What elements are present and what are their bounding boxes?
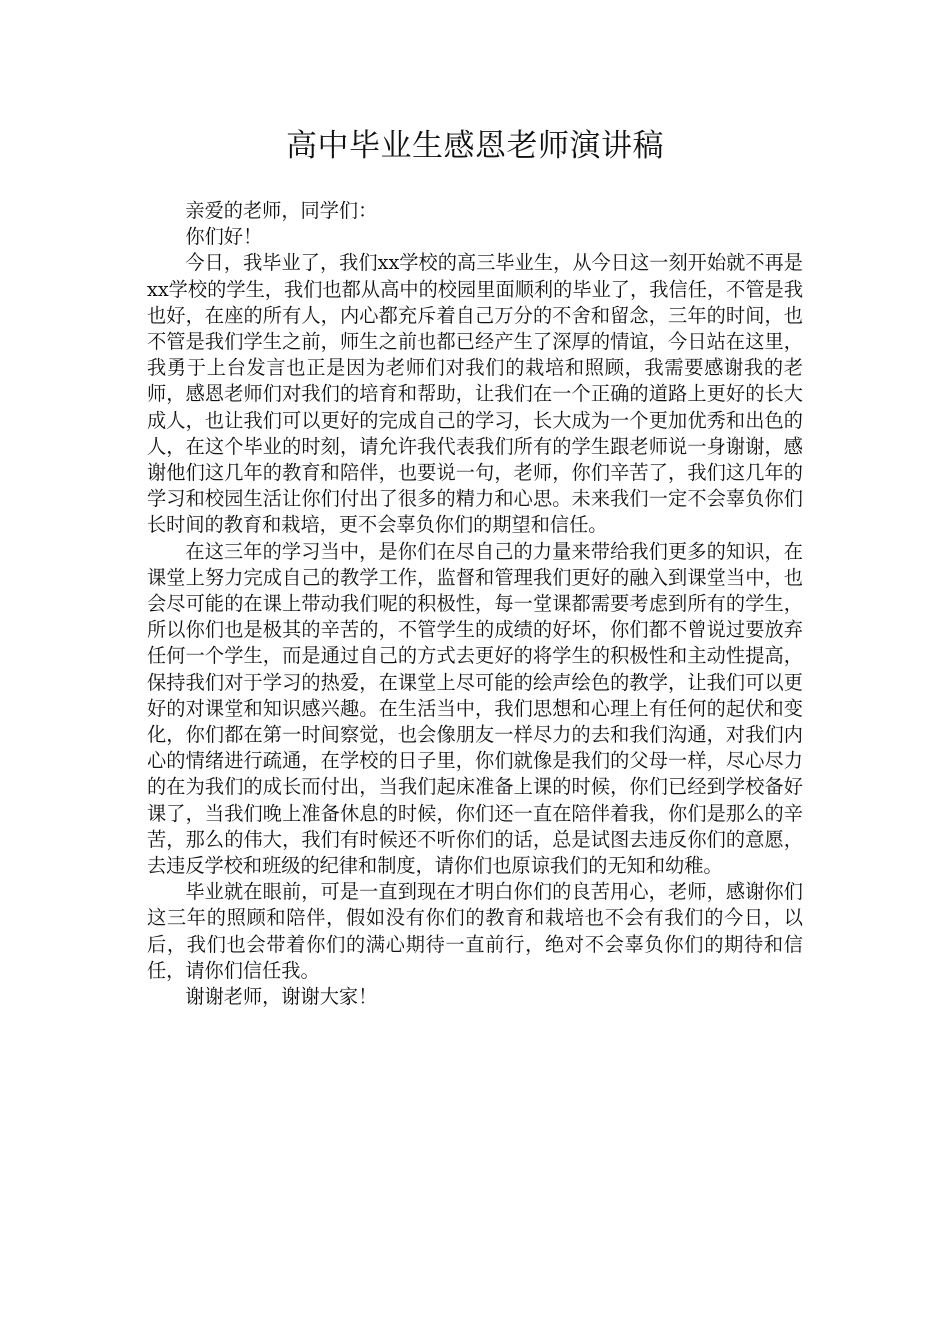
paragraph-1: 今日，我毕业了，我们xx学校的高三毕业生，从今日这一刻开始就不再是xx学校的学生，我们也都从高中的校园里面顺利的毕业了，我信任，不管是我也好，在座的所有人，内心都充斥着自己万分的不舍和留念，三年的时间，也不管是我们学生之前，师生之前也都已经产生了深厚的情谊，今日站在这里，我勇于上台发言也正是因为老师们对我们的栽培和照顾，我需要感谢我的老师，感恩老师们对我们的培育和帮助，让我们在一个正确的道路上更好的长大成人，也让我们可以更好的完成自己的学习，长大成为一个更加优秀和出色的人，在这个毕业的时刻，请允许我代表我们所有的学生跟老师说一身谢谢，感谢他们这几年的教育和陪伴，也要说一句，老师，你们辛苦了，我们这几年的学习和校园生活让你们付出了很多的精力和心思。未来我们一定不会辜负你们长时间的教育和栽培，更不会辜负你们的期望和信任。 xyxy=(147,251,803,537)
closing: 谢谢老师，谢谢大家！ xyxy=(185,985,378,1009)
document-title: 高中毕业生感恩老师演讲稿 xyxy=(286,128,664,164)
salutation: 亲爱的老师，同学们： xyxy=(185,199,378,222)
greeting: 你们好！ xyxy=(185,225,263,249)
paragraph-2: 在这三年的学习当中，是你们在尽自己的力量来带给我们更多的知识，在课堂上努力完成自己的教学工作，监督和管理我们更好的融入到课堂当中，也会尽可能的在课上带动我们呢的积极性，每一堂课都需要考虑到所有的学生，所以你们也是极其的辛苦的，不管学生的成绩的好坏，你们都不曾说过要放弃任何一个学生，而是通过自己的方式去更好的将学生的积极性和主动性提高，保持我们对于学习的热爱，在课堂上尽可能的绘声绘色的教学，让我们可以更好的对课堂和知识感兴趣。在生活当中，我们思想和心理上有任何的起伏和变化，你们都在第一时间察觉，也会像朋友一样尽力的去和我们沟通，对我们内心的情绪进行疏通，在学校的日子里，你们就像是我们的父母一样，尽心尽力的在为我们的成长而付出，当我们起床准备上课的时候，你们已经到学校备好课了，当我们晚上准备休息的时候，你们还一直在陪伴着我，你们是那么的辛苦，那么的伟大，我们有时候还不听你们的话，总是试图去违反你们的意愿，去违反学校和班级的纪律和制度，请你们也原谅我们的无知和幼稚。 xyxy=(147,539,803,878)
document-body xyxy=(147,198,803,1010)
paragraph-3: 毕业就在眼前，可是一直到现在才明白你们的良苦用心，老师，感谢你们这三年的照顾和陪伴，假如没有你们的教育和栽培也不会有我们的今日，以后，我们也会带着你们的满心期待一直前行，绝对不会辜负你们的期待和信任，请你们信任我。 xyxy=(147,880,803,982)
